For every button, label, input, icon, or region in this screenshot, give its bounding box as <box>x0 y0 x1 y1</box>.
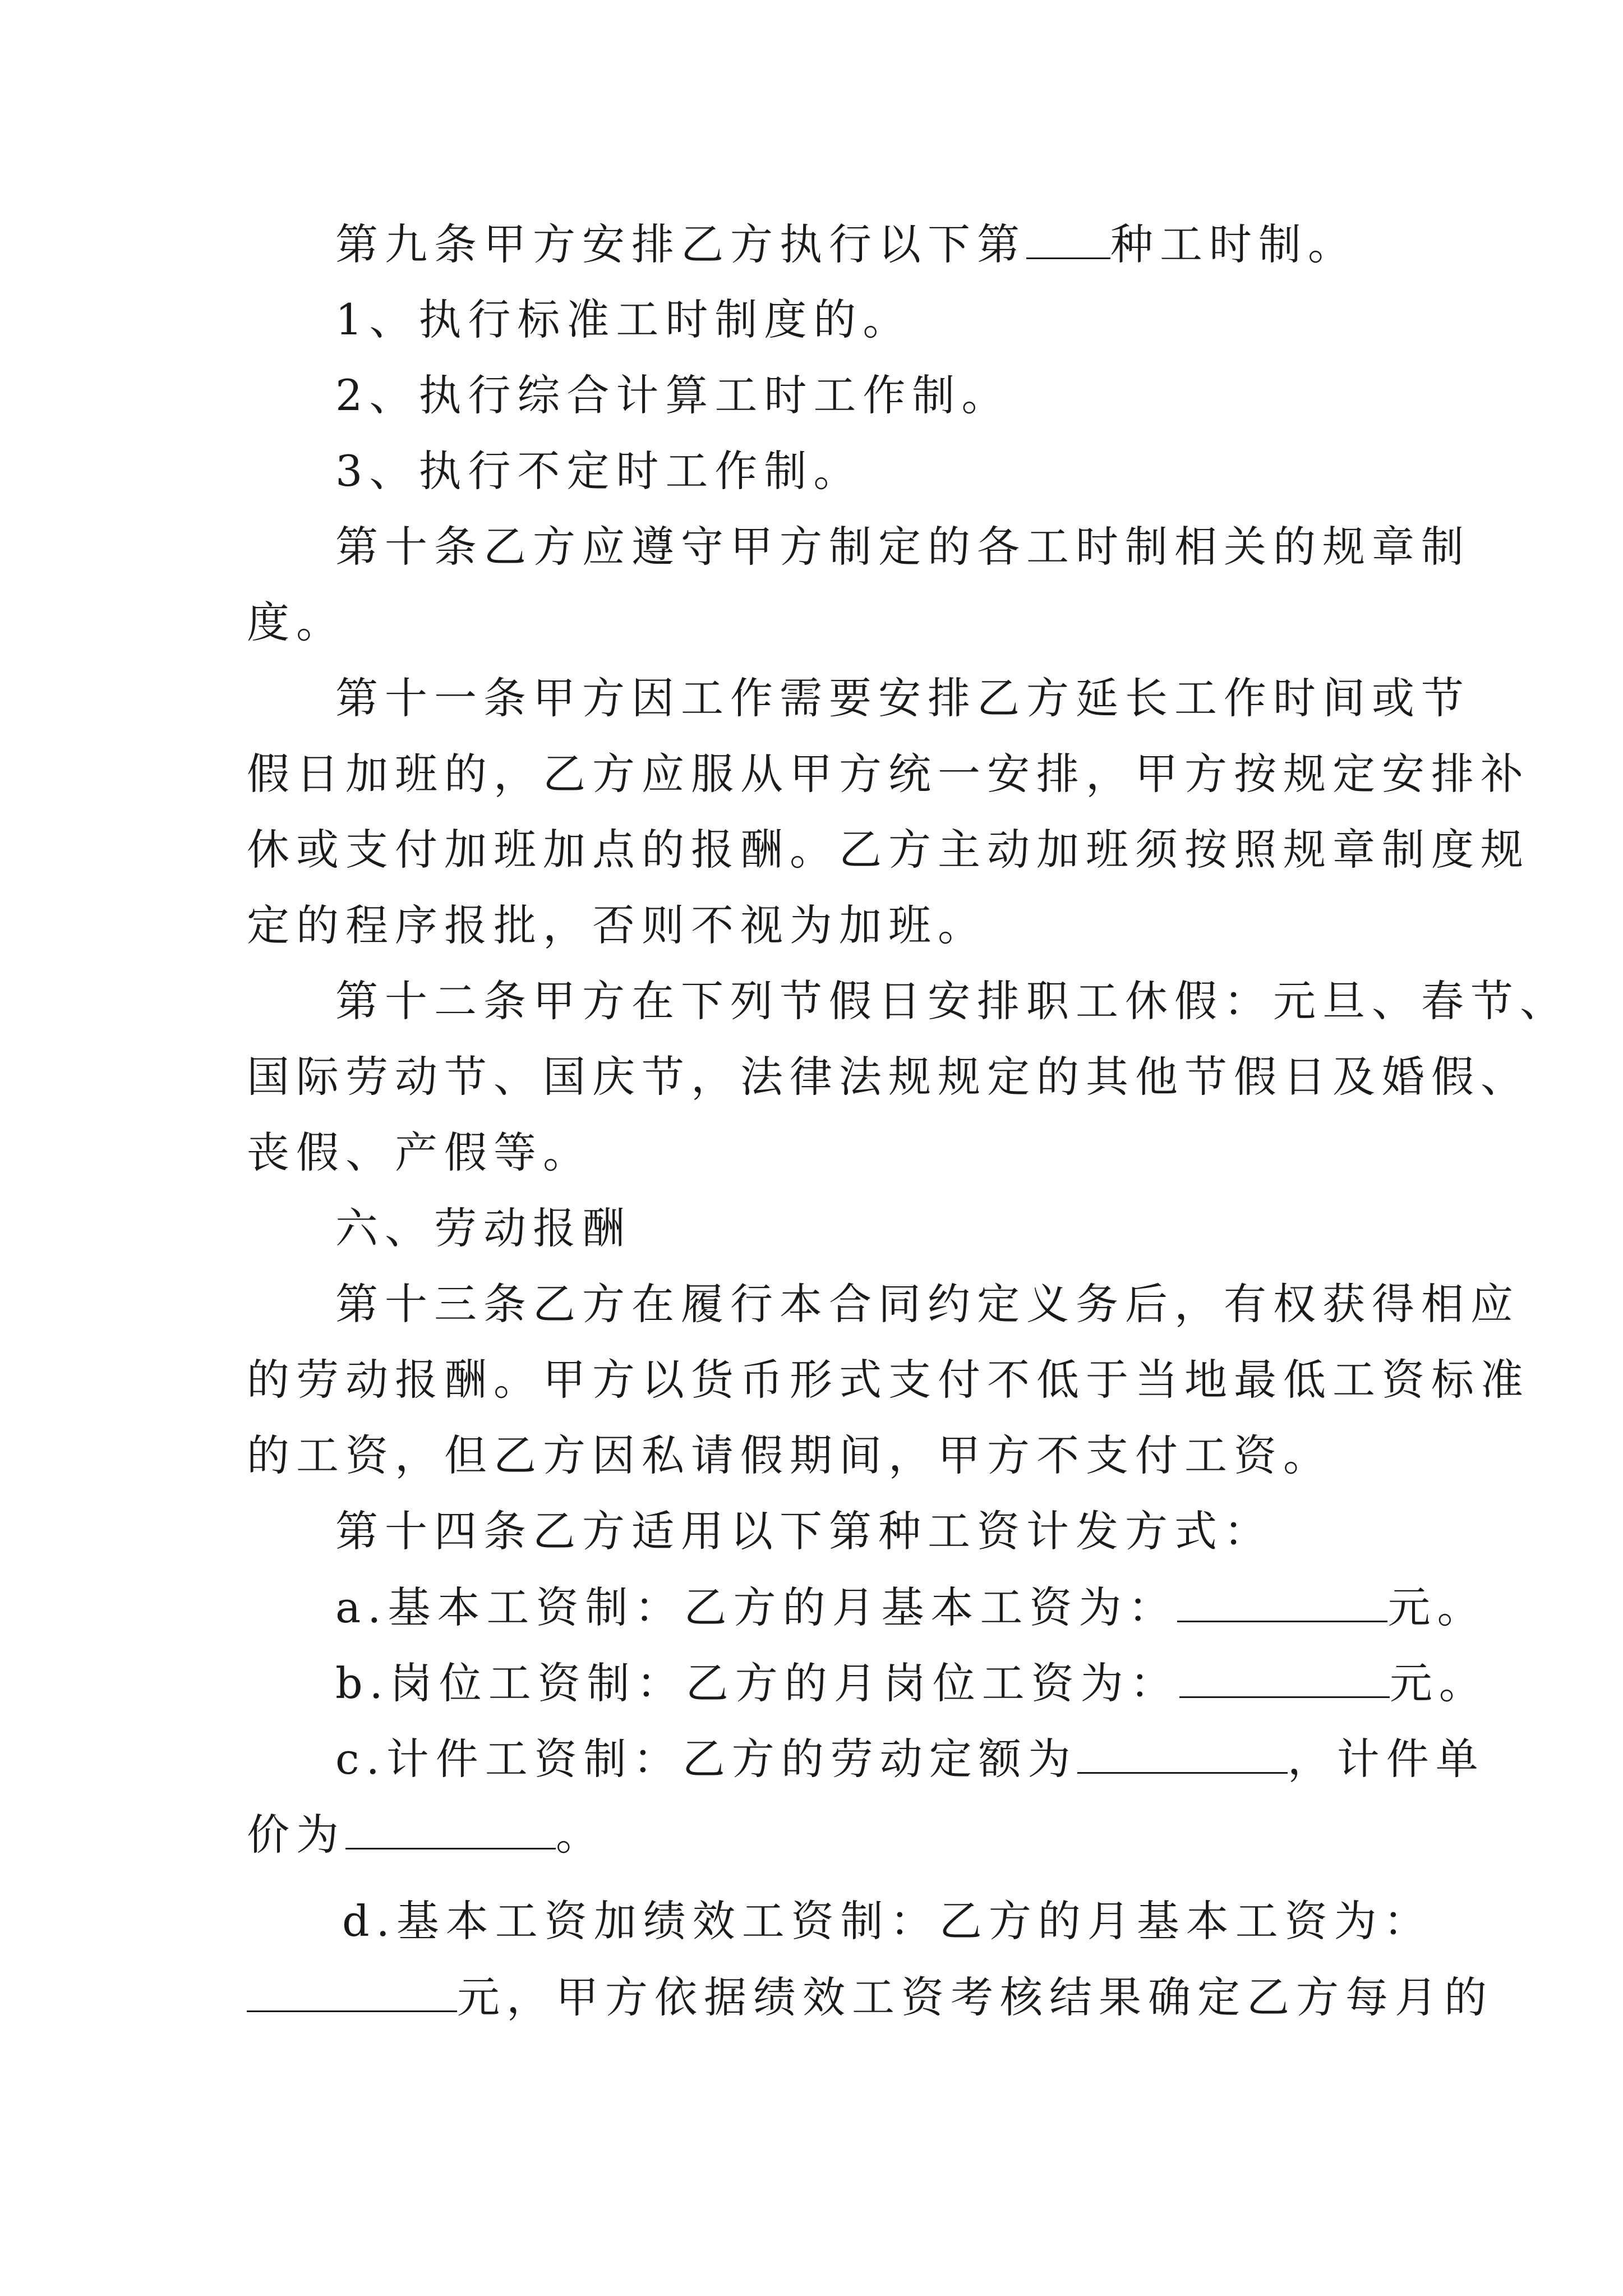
section-heading-labor-pay: 六、劳动报酬 <box>335 1203 631 1253</box>
option-d-line: d.基本工资加绩效工资制：乙方的月基本工资为： <box>342 1896 1433 1946</box>
base-salary-blank <box>1177 1579 1387 1622</box>
clause-11-line-2: 假日加班的，乙方应服从甲方统一安排，甲方按规定安排补 <box>247 749 1530 799</box>
option-c-line <box>335 1731 1485 1787</box>
position-salary-blank <box>1179 1655 1390 1698</box>
option-c-text: c.计件工资制：乙方的劳动定额为 <box>335 1734 1077 1784</box>
option-a-text: a.基本工资制：乙方的月基本工资为： <box>335 1582 1178 1632</box>
clause-9-line <box>335 216 1357 273</box>
option-b-unit: 元。 <box>1389 1658 1488 1708</box>
clause-12-line-3: 丧假、产假等。 <box>247 1128 592 1177</box>
clause-9-text: 第九条甲方安排乙方执行以下第 <box>335 219 1026 269</box>
work-hour-type-blank <box>1026 216 1110 259</box>
option-d-line-2 <box>247 1969 1493 2026</box>
option-d-text-cont: 元，甲方依据绩效工资考核结果确定乙方每月的 <box>457 1972 1493 2022</box>
clause-11-line-3: 休或支付加班加点的报酬。乙方主动加班须按照规章制度规 <box>247 825 1530 875</box>
clause-11-line: 第十一条甲方因工作需要安排乙方延长工作时间或节 <box>335 673 1470 723</box>
clause-14-line: 第十四条乙方适用以下第种工资计发方式： <box>335 1506 1273 1556</box>
labor-quota-blank <box>1077 1731 1288 1774</box>
clause-13-line-2: 的劳动报酬。甲方以货币形式支付不低于当地最低工资标准 <box>247 1355 1530 1405</box>
clause-10-line: 第十条乙方应遵守甲方制定的各工时制相关的规章制 <box>335 522 1470 572</box>
option-b-line <box>335 1655 1488 1711</box>
clause-11-line-4: 定的程序报批，否则不视为加班。 <box>247 900 987 950</box>
piece-price-blank <box>345 1806 556 1849</box>
clause-12-line: 第十二条甲方在下列节假日安排职工休假：元旦、春节、 <box>335 976 1569 1026</box>
option-2-line: 2、执行综合计算工时工作制。 <box>335 370 1011 420</box>
performance-base-salary-blank <box>247 1969 457 2012</box>
option-c-line-2 <box>247 1806 605 1863</box>
option-a-line <box>335 1579 1486 1636</box>
option-3-line: 3、执行不定时工作制。 <box>335 446 863 496</box>
option-c-price-end: 。 <box>556 1810 605 1860</box>
option-b-text: b.岗位工资制：乙方的月岗位工资为： <box>335 1658 1179 1708</box>
clause-9-text-end: 种工时制。 <box>1110 219 1357 269</box>
option-c-text-end: ，计件单 <box>1287 1734 1485 1784</box>
clause-10-line-2: 度。 <box>247 597 345 647</box>
clause-12-line-2: 国际劳动节、国庆节，法律法规规定的其他节假日及婚假、 <box>247 1052 1530 1102</box>
option-a-unit: 元。 <box>1387 1582 1487 1632</box>
clause-13-line: 第十三条乙方在履行本合同约定义务后，有权获得相应 <box>335 1279 1520 1329</box>
option-c-price-label: 价为 <box>247 1810 345 1860</box>
clause-13-line-3: 的工资，但乙方因私请假期间，甲方不支付工资。 <box>247 1430 1332 1480</box>
option-1-line: 1、执行标准工时制度的。 <box>335 295 912 344</box>
